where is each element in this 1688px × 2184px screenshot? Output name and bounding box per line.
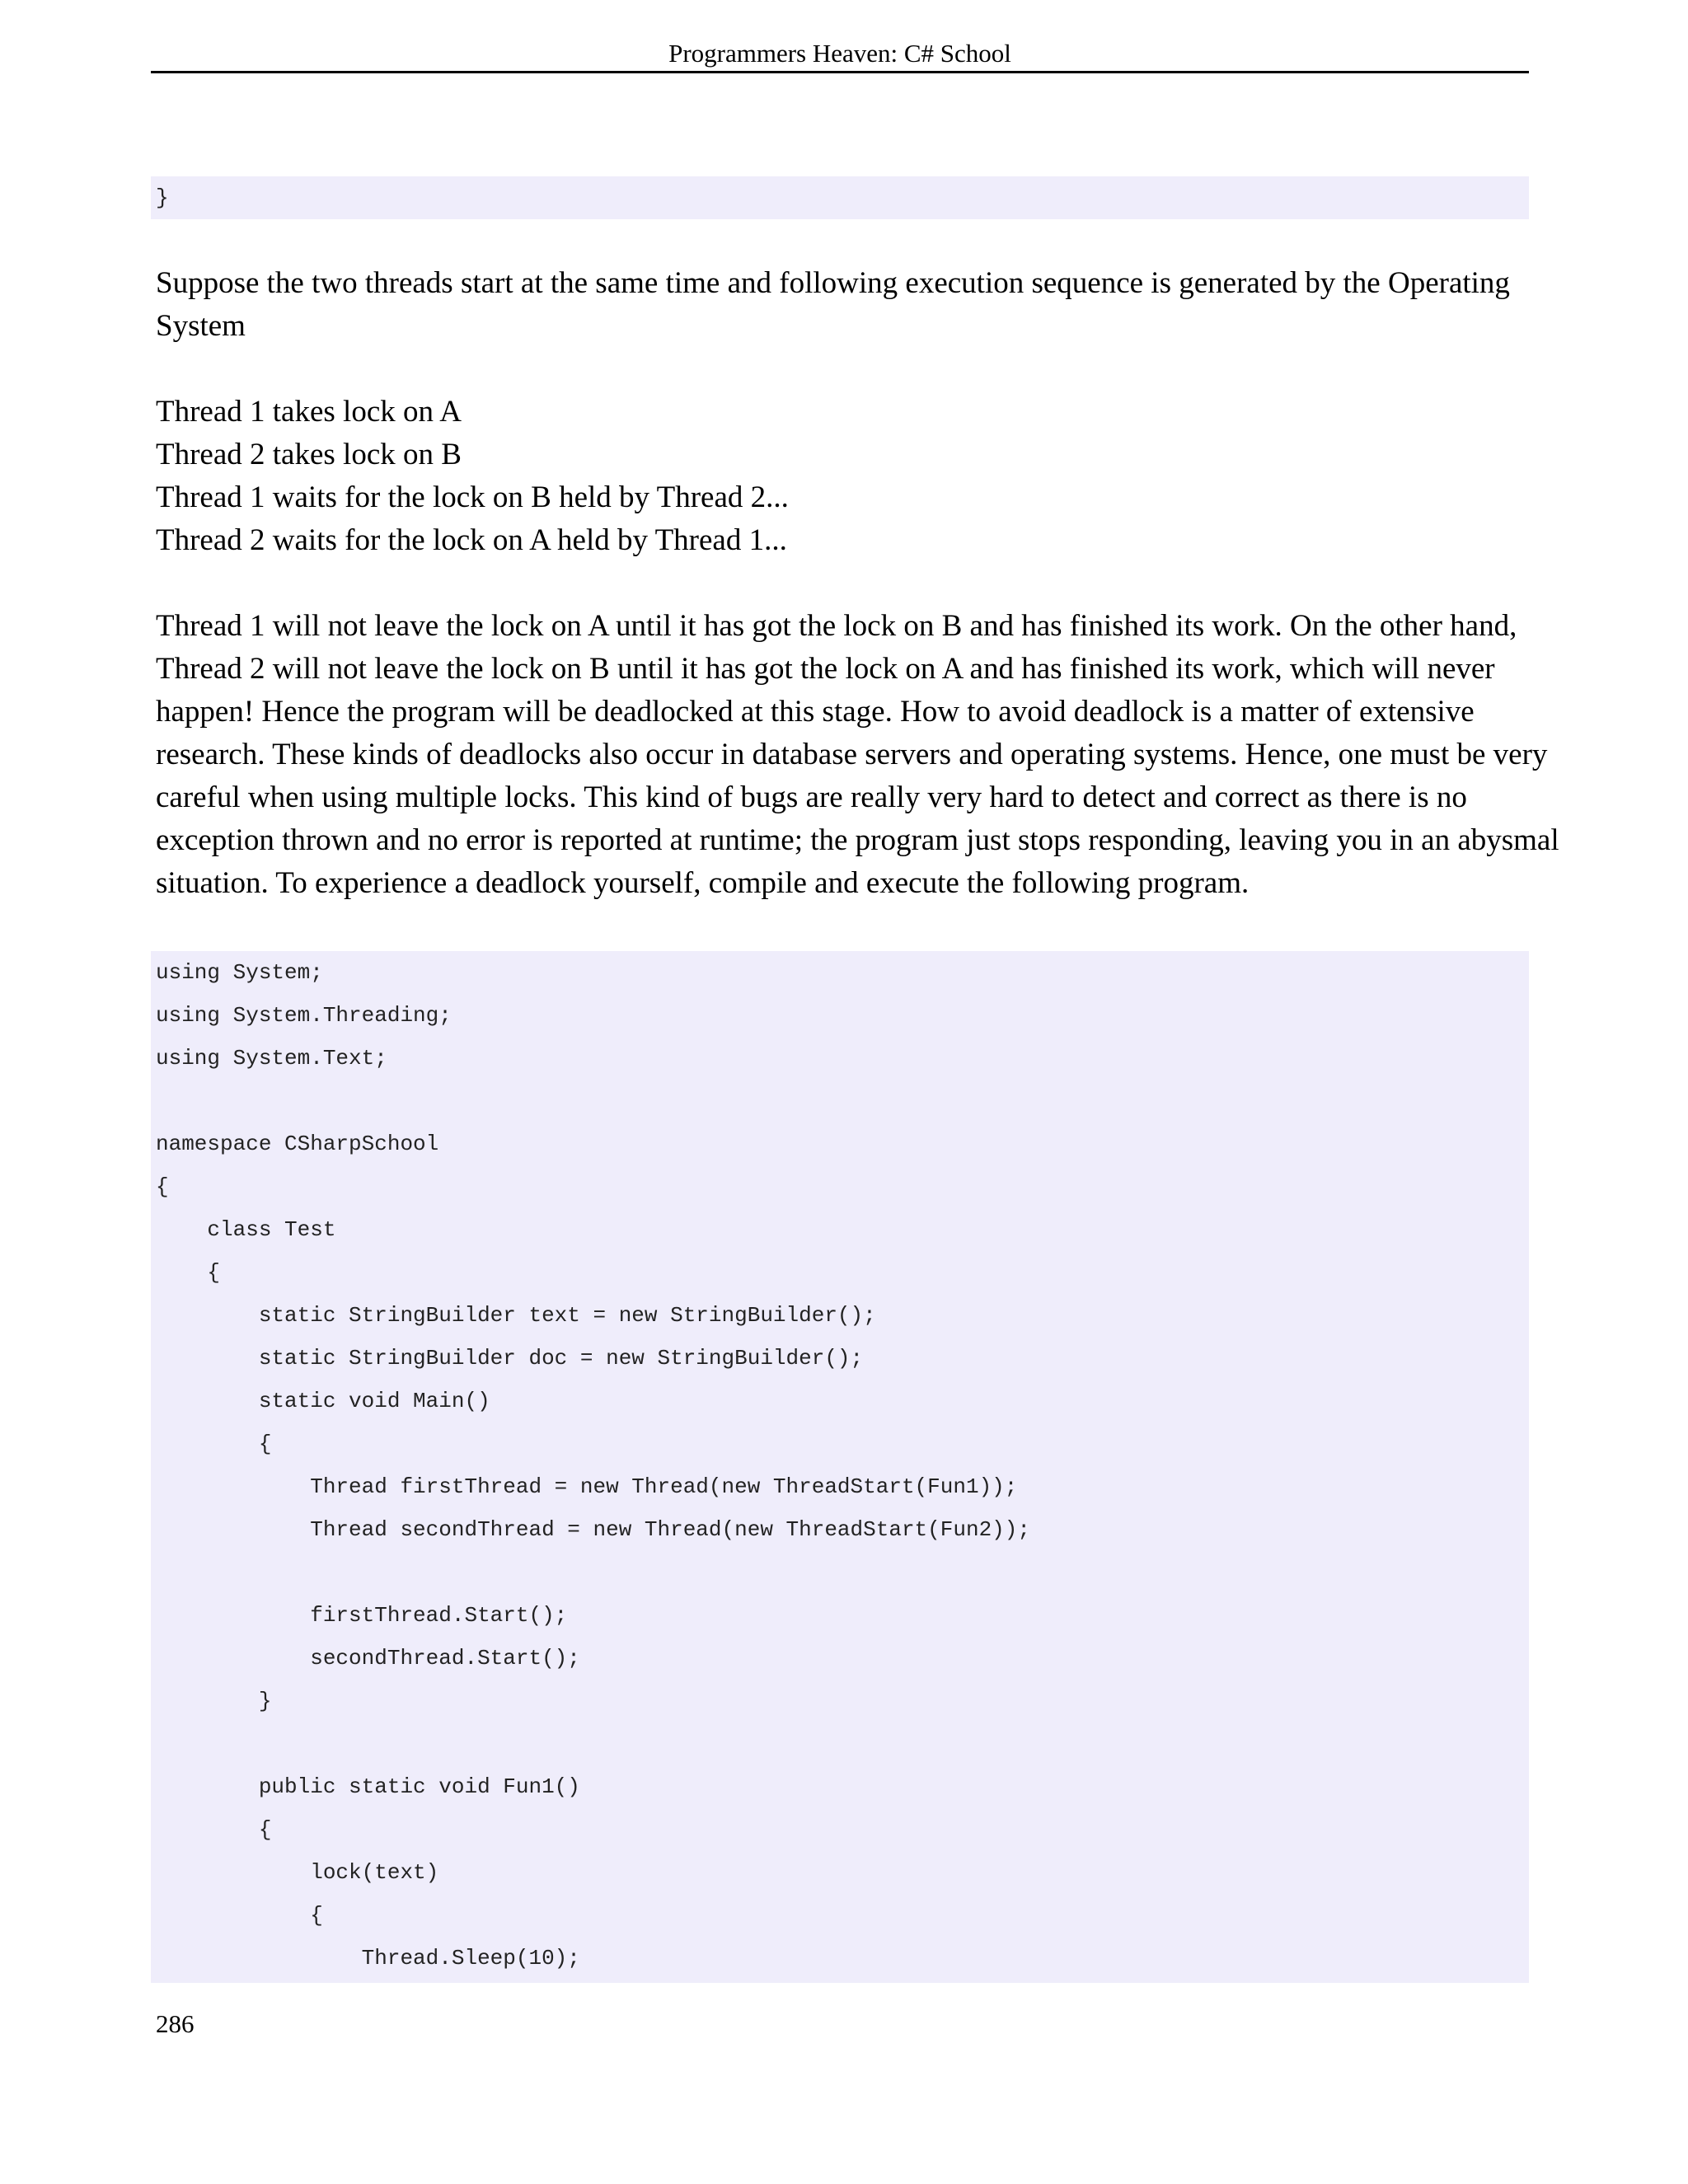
- code-line: Thread secondThread = new Thread(new ThreadStart(Fun2));: [156, 1517, 1030, 1542]
- text-line: Thread 1 will not leave the lock on A until it has got the lock on B and has finished its work. On the other hand,: [156, 609, 1517, 643]
- code-line: {: [156, 1817, 272, 1842]
- code-listing: [151, 951, 1529, 1983]
- code-line: using System.Threading;: [156, 1003, 452, 1028]
- code-line: {: [156, 1432, 272, 1456]
- text-line: Suppose the two threads start at the same time and following execution sequence is generated by the Operating: [156, 266, 1510, 300]
- text-line: Thread 2 will not leave the lock on B until it has got the lock on A and has finished its work, which will never: [156, 652, 1495, 686]
- code-line: public static void Fun1(): [156, 1774, 580, 1799]
- code-block-fragment: [151, 176, 1529, 219]
- text-line: research. These kinds of deadlocks also occur in database servers and operating systems. Hence, one must be very: [156, 738, 1548, 771]
- header-title: Programmers Heaven: C# School: [668, 39, 1011, 68]
- text-line: careful when using multiple locks. This kind of bugs are really very hard to detect and correct as there is no: [156, 780, 1467, 814]
- code-line: }: [156, 1689, 272, 1713]
- code-line: lock(text): [156, 1860, 439, 1885]
- explanation-paragraph: [156, 605, 1559, 905]
- text-line: System: [156, 309, 246, 343]
- page-header: [151, 36, 1529, 73]
- sequence-step: Thread 1 waits for the lock on B held by Thread 2...: [156, 480, 789, 514]
- code-line: {: [156, 1174, 169, 1199]
- code-line: Thread firstThread = new Thread(new ThreadStart(Fun1));: [156, 1474, 1018, 1499]
- sequence-step: Thread 2 waits for the lock on A held by Thread 1...: [156, 523, 787, 557]
- code-line: using System;: [156, 960, 323, 985]
- intro-paragraph: [156, 262, 1540, 348]
- code-line: static StringBuilder doc = new StringBuilder();: [156, 1346, 864, 1371]
- code-line: firstThread.Start();: [156, 1603, 568, 1628]
- code-line: static StringBuilder text = new StringBuilder();: [156, 1303, 876, 1328]
- sequence-step: Thread 1 takes lock on A: [156, 395, 462, 429]
- code-line: {: [156, 1903, 323, 1928]
- code-line: class Test: [156, 1217, 336, 1242]
- code-line: Thread.Sleep(10);: [156, 1946, 580, 1971]
- code-line: using System.Text;: [156, 1046, 387, 1071]
- text-line: exception thrown and no error is reported at runtime; the program just stops responding, leaving you in an abysmal: [156, 823, 1559, 857]
- code-line: {: [156, 1260, 221, 1285]
- page-number: 286: [156, 2009, 195, 2038]
- text-line: happen! Hence the program will be deadlocked at this stage. How to avoid deadlock is a matter of extensive: [156, 695, 1475, 729]
- code-line: }: [156, 185, 169, 210]
- code-line: namespace CSharpSchool: [156, 1132, 439, 1156]
- code-line: secondThread.Start();: [156, 1646, 580, 1671]
- text-line: situation. To experience a deadlock yourself, compile and execute the following program.: [156, 866, 1250, 900]
- code-line: static void Main(): [156, 1389, 490, 1413]
- sequence-step: Thread 2 takes lock on B: [156, 438, 462, 471]
- execution-sequence: [156, 391, 1540, 562]
